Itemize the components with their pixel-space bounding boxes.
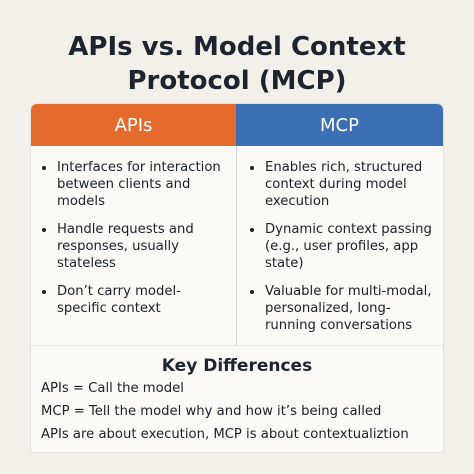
list-item [247, 283, 437, 334]
key-differences-panel [31, 346, 443, 452]
apis-column-header: APIs [31, 104, 236, 146]
key-difference-line: MCP = Tell the model why and how it’s being called [41, 404, 382, 419]
bullet-icon [250, 228, 254, 232]
apis-item-text: Interfaces for interaction between clients and models [57, 160, 221, 209]
mcp-item-text: Dynamic context passing (e.g., user profiles, app state) [265, 222, 432, 271]
apis-item-text: Don’t carry model-specific context [57, 284, 181, 316]
apis-list [39, 159, 229, 328]
mcp-column-header: MCP [236, 104, 443, 146]
list-item [247, 221, 437, 272]
list-item [39, 283, 229, 317]
list-item [247, 159, 437, 210]
page-title [0, 30, 474, 98]
key-difference-line: APIs are about execution, MCP is about contextualiztion [41, 427, 409, 442]
bullet-icon [250, 166, 254, 170]
key-difference-line: APIs = Call the model [41, 381, 184, 396]
apis-item-text: Handle requests and responses, usually stateless [57, 222, 194, 271]
comparison-table [31, 104, 443, 346]
bullet-icon [42, 228, 46, 232]
bullet-icon [42, 166, 46, 170]
mcp-item-text: Valuable for multi-modal, personalized, long-running conversations [265, 284, 432, 333]
title-line-2: Protocol (MCP) [127, 66, 347, 96]
mcp-list [247, 159, 437, 345]
bullet-icon [42, 290, 46, 294]
title-line-1: APIs vs. Model Context [68, 32, 406, 62]
key-differences-title: Key Differences [161, 356, 313, 376]
list-item [39, 159, 229, 210]
column-divider [236, 146, 237, 346]
mcp-item-text: Enables rich, structured context during model execution [265, 160, 423, 209]
list-item [39, 221, 229, 272]
bullet-icon [250, 290, 254, 294]
